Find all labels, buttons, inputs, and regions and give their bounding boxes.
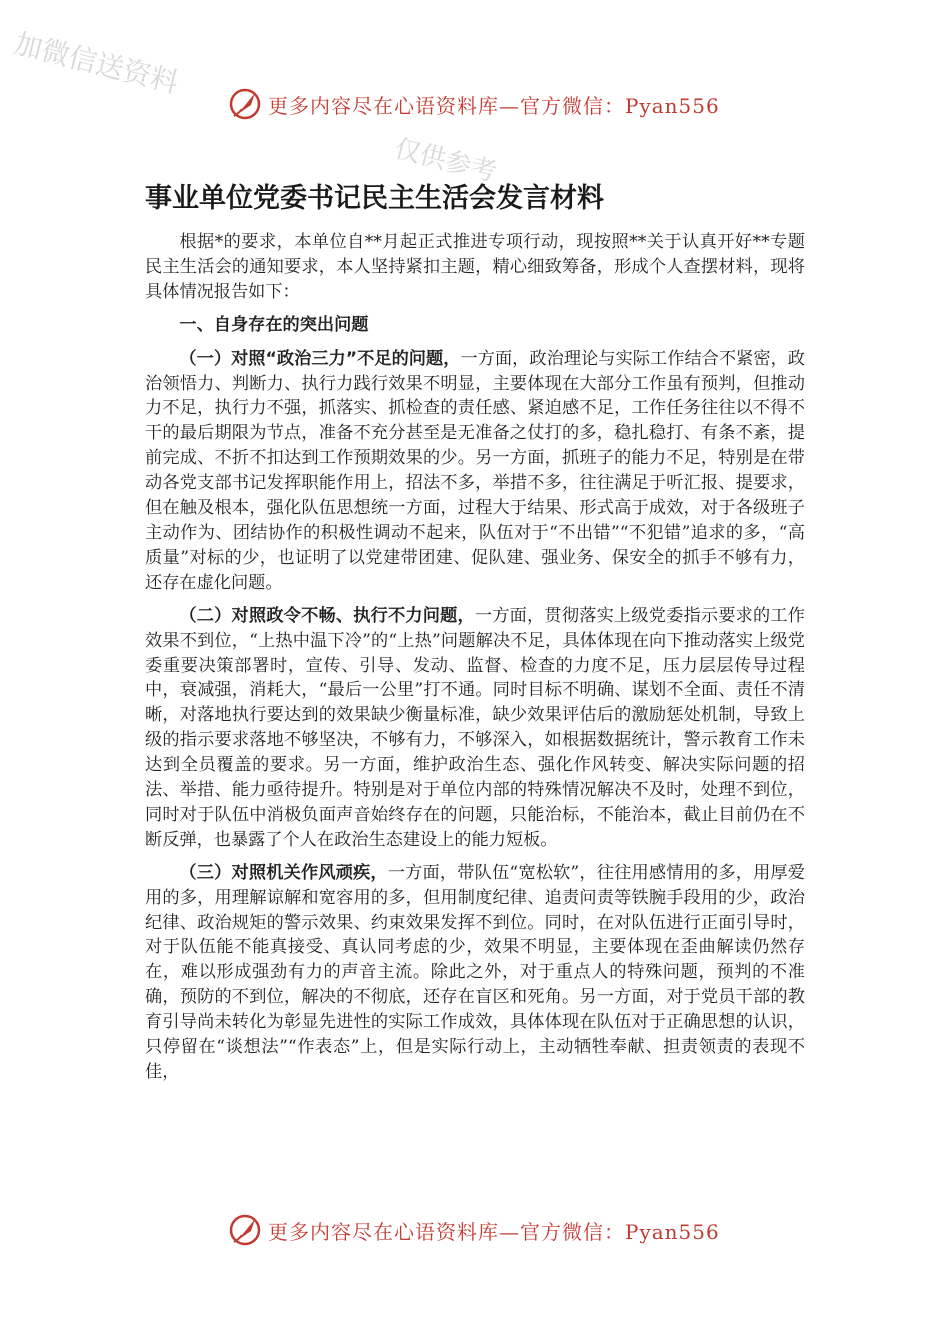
watermark-text: 仅供参考 xyxy=(391,133,500,189)
quill-pen-logo-icon xyxy=(228,87,262,121)
paragraph-lead: （二）对照政令不畅、执行不力问题， xyxy=(179,605,475,626)
body-paragraph xyxy=(145,861,805,1085)
paragraph-text: 一方面，政治理论与实际工作结合不紧密，政治领悟力、判断力、执行力践行效果不明显，主要体现在大部分工作虽有预判，但推动力不足，执行力不强，抓落实、抓检查的责任感、紧迫感不足，工作任务往往以不得不干的最后期限为节点，准备不充分甚至是无准备之仗打的多，稳扎稳打、有条不紊，提前完成、不折不扣达到工作预期效果的少。另一方面，抓班子的能力不足，特别是在带动各党支部书记发挥职能作用上，招法不多，举措不多，往往满足于听汇报、提要求，但在触及根本，强化队伍思想统一方面，过程大于结果、形式高于成效，对于各级班子主动作为、团结协作的积极性调动不起来，队伍对于“不出错”“不犯错”追求的多，“高质量”对标的少，也证明了以党建带团建、促队建、强业务、保安全的抓手不够有力，还存在虚化问题。 xyxy=(145,348,805,593)
paragraph-lead: （一）对照“政治三力”不足的问题， xyxy=(179,348,461,369)
paragraph-lead: （三）对照机关作风顽疾， xyxy=(179,862,388,883)
watermark-text: 加微信送资料 xyxy=(10,26,182,100)
quill-pen-logo-icon xyxy=(228,1213,262,1247)
document-title: 事业单位党委书记民主生活会发言材料 xyxy=(145,183,604,214)
paragraph-text: 一方面，带队伍“宽松软”，往往用感情用的多，用厚爱用的多，用理解谅解和宽容用的多，但用制度纪律、追责问责等铁腕手段用的少，政治纪律、政治规矩的警示效果、约束效果发挥不到位。同时，在对队伍进行正面引导时，对于队伍能不能真接受、真认同考虑的少，效果不明显，主要体现在歪曲解读仍然存在，难以形成强劲有力的声音主流。除此之外，对于重点人的特殊问题，预判的不准确，预防的不到位，解决的不彻底，还存在盲区和死角。另一方面，对于党员干部的教育引导尚未转化为彰显先进性的实际工作成效，具体体现在队伍对于正确思想的认识，只停留在“谈想法”“作表态”上，但是实际行动上，主动牺牲奉献、担责领责的表现不佳， xyxy=(145,862,805,1082)
body-paragraph xyxy=(145,347,805,596)
banner-text: 更多内容尽在心语资料库—官方微信：Pyan556 xyxy=(268,1219,720,1244)
body-paragraph xyxy=(145,604,805,853)
document-body xyxy=(145,230,805,1093)
section-heading: 一、自身存在的突出问题 xyxy=(179,314,369,335)
banner-text: 更多内容尽在心语资料库—官方微信：Pyan556 xyxy=(268,93,720,118)
footer-banner xyxy=(228,1212,720,1248)
header-banner xyxy=(228,86,720,122)
intro-paragraph: 根据*的要求，本单位自**月起正式推进专项行动，现按照**关于认真开好**专题民主生活会的通知要求，本人坚持紧扣主题，精心细致筹备，形成个人查摆材料，现将具体情况报告如下： xyxy=(145,232,805,302)
paragraph-text: 一方面，贯彻落实上级党委指示要求的工作效果不到位，“上热中温下冷”的“上热”问题解决不足，具体体现在向下推动落实上级党委重要决策部署时，宣传、引导、发动、监督、检查的力度不足，压力层层传导过程中，衰减强，消耗大，“最后一公里”打不通。同时目标不明确、谋划不全面、责任不清晰，对落地执行要达到的效果缺少衡量标准，缺少效果评估后的激励惩处机制，导致上级的指示要求落地不够坚决，不够有力，不够深入，如根据数据统计，警示教育工作未达到全员覆盖的要求。另一方面，维护政治生态、强化作风转变、解决实际问题的招法、举措、能力亟待提升。特别是对于单位内部的特殊情况解决不及时，处理不到位，同时对于队伍中消极负面声音始终存在的问题，只能治标，不能治本，截止目前仍在不断反弹，也暴露了个人在政治生态建设上的能力短板。 xyxy=(145,605,805,850)
